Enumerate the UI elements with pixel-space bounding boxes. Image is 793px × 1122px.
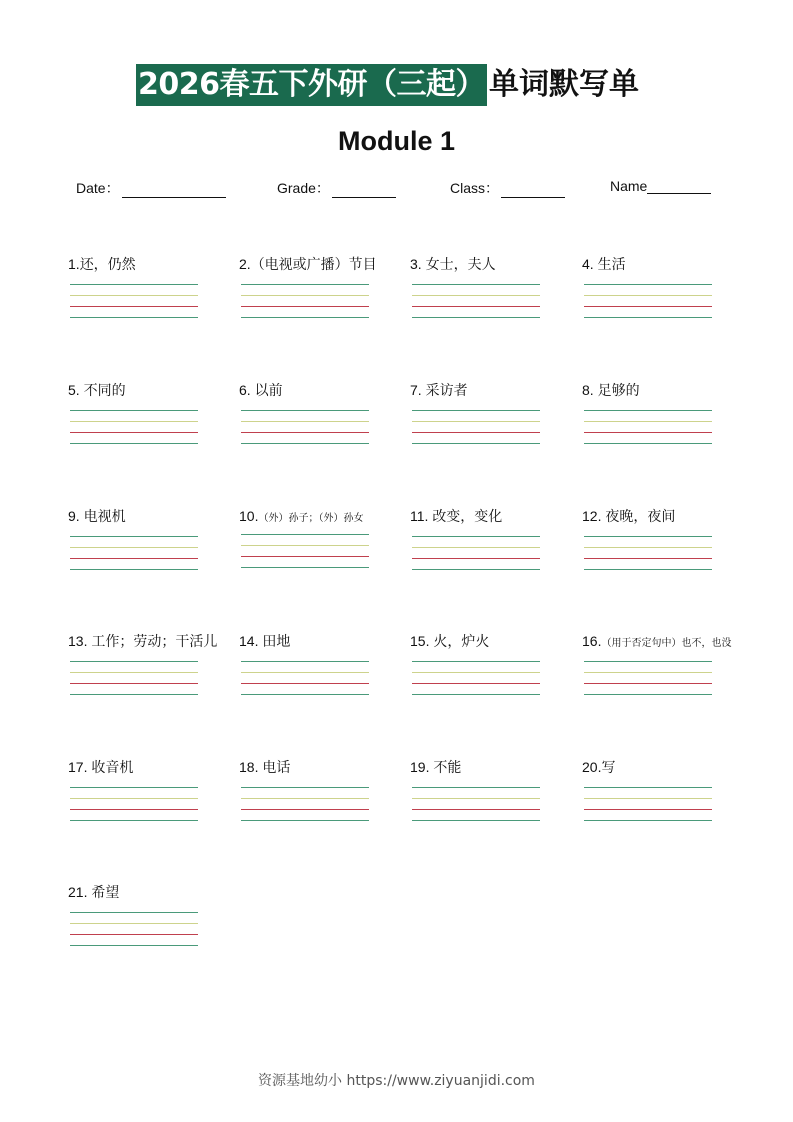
- word-item: [68, 882, 233, 952]
- word-prompt: [68, 506, 233, 526]
- writing-lines[interactable]: [241, 661, 369, 701]
- guide-line: [584, 410, 712, 411]
- guide-line: [412, 547, 540, 548]
- guide-line: [584, 683, 712, 684]
- grade-label: Grade：: [277, 180, 330, 196]
- guide-line: [584, 547, 712, 548]
- word-prompt: [410, 757, 575, 777]
- guide-line: [584, 820, 712, 821]
- info-row: [0, 178, 793, 200]
- guide-line: [412, 820, 540, 821]
- guide-line: [241, 284, 369, 285]
- writing-lines[interactable]: [70, 787, 198, 827]
- word-meaning: 采访者: [425, 382, 468, 398]
- date-blank[interactable]: [122, 183, 226, 198]
- word-number: 19.: [410, 759, 434, 775]
- guide-line: [70, 443, 198, 444]
- word-number: 5.: [68, 382, 84, 398]
- writing-lines[interactable]: [584, 410, 712, 450]
- guide-line: [241, 432, 369, 433]
- guide-line: [241, 556, 369, 557]
- word-number: 4.: [582, 256, 598, 272]
- word-meaning: 女士，夫人: [425, 256, 496, 272]
- word-prompt: [239, 380, 404, 400]
- guide-line: [70, 787, 198, 788]
- word-meaning: 电视机: [83, 508, 126, 524]
- word-prompt: [410, 506, 575, 526]
- word-item: [68, 631, 233, 701]
- guide-line: [584, 536, 712, 537]
- guide-line: [584, 694, 712, 695]
- guide-line: [584, 809, 712, 810]
- guide-line: [412, 284, 540, 285]
- word-meaning: 还，仍然: [79, 256, 136, 272]
- word-prompt: [239, 757, 404, 777]
- guide-line: [70, 912, 198, 913]
- word-meaning: 足够的: [597, 382, 640, 398]
- guide-line: [241, 317, 369, 318]
- word-prompt: [582, 757, 747, 777]
- guide-line: [584, 558, 712, 559]
- word-meaning: （用于否定句中）也不，也没: [601, 638, 732, 649]
- guide-line: [412, 787, 540, 788]
- guide-line: [241, 410, 369, 411]
- word-meaning: 田地: [262, 633, 291, 649]
- word-item: [410, 506, 575, 576]
- word-item: [68, 506, 233, 576]
- word-item: [68, 254, 233, 324]
- writing-lines[interactable]: [584, 661, 712, 701]
- guide-line: [70, 295, 198, 296]
- guide-line: [412, 410, 540, 411]
- guide-line: [241, 421, 369, 422]
- word-meaning: 火，炉火: [433, 633, 490, 649]
- guide-line: [241, 295, 369, 296]
- writing-lines[interactable]: [70, 912, 198, 952]
- guide-line: [70, 923, 198, 924]
- word-meaning: 不同的: [83, 382, 126, 398]
- guide-line: [70, 820, 198, 821]
- word-number: 9.: [68, 508, 84, 524]
- guide-line: [241, 661, 369, 662]
- writing-lines[interactable]: [241, 410, 369, 450]
- guide-line: [70, 410, 198, 411]
- word-item: [410, 380, 575, 450]
- guide-line: [584, 661, 712, 662]
- word-item: [68, 380, 233, 450]
- guide-line: [70, 809, 198, 810]
- word-item: [582, 757, 747, 827]
- guide-line: [584, 443, 712, 444]
- word-meaning: （电视或广播）节目: [250, 256, 377, 272]
- word-number: 18.: [239, 759, 263, 775]
- guide-line: [70, 672, 198, 673]
- guide-line: [70, 683, 198, 684]
- guide-line: [241, 567, 369, 568]
- word-item: [239, 506, 404, 574]
- word-meaning: 工作；劳动；干活儿: [91, 633, 218, 649]
- word-number: 11.: [410, 508, 433, 524]
- writing-lines[interactable]: [241, 284, 369, 324]
- word-prompt: [68, 380, 233, 400]
- writing-lines[interactable]: [412, 284, 540, 324]
- guide-line: [70, 432, 198, 433]
- writing-lines[interactable]: [241, 534, 369, 574]
- guide-line: [584, 317, 712, 318]
- guide-line: [70, 558, 198, 559]
- guide-line: [412, 661, 540, 662]
- word-prompt: [68, 254, 233, 274]
- word-number: 13.: [68, 633, 92, 649]
- writing-lines[interactable]: [70, 284, 198, 324]
- guide-line: [412, 536, 540, 537]
- writing-lines[interactable]: [412, 536, 540, 576]
- word-meaning: 写: [601, 759, 616, 775]
- guide-line: [70, 798, 198, 799]
- grade-field[interactable]: [277, 178, 396, 198]
- guide-line: [241, 809, 369, 810]
- guide-line: [412, 694, 540, 695]
- guide-line: [584, 787, 712, 788]
- word-number: 2.: [239, 256, 251, 272]
- guide-line: [70, 945, 198, 946]
- class-blank[interactable]: [501, 183, 565, 198]
- guide-line: [412, 295, 540, 296]
- word-item: [582, 631, 747, 701]
- guide-line: [241, 683, 369, 684]
- guide-line: [584, 295, 712, 296]
- guide-line: [584, 672, 712, 673]
- word-item: [582, 254, 747, 324]
- guide-line: [412, 421, 540, 422]
- word-number: 7.: [410, 382, 426, 398]
- writing-lines[interactable]: [584, 284, 712, 324]
- guide-line: [412, 683, 540, 684]
- guide-line: [412, 558, 540, 559]
- word-item: [410, 631, 575, 701]
- word-prompt: [410, 254, 575, 274]
- guide-line: [70, 421, 198, 422]
- guide-line: [241, 787, 369, 788]
- guide-line: [70, 569, 198, 570]
- word-prompt: [582, 506, 747, 526]
- word-meaning: 电话: [262, 759, 291, 775]
- name-blank[interactable]: [647, 179, 711, 194]
- date-label: Date：: [76, 180, 120, 196]
- word-number: 3.: [410, 256, 426, 272]
- guide-line: [241, 672, 369, 673]
- guide-line: [241, 545, 369, 546]
- guide-line: [412, 809, 540, 810]
- word-prompt: [239, 506, 404, 526]
- word-meaning: 希望: [91, 884, 120, 900]
- word-number: 20.: [582, 759, 602, 775]
- name-field[interactable]: [610, 178, 711, 194]
- word-number: 17.: [68, 759, 92, 775]
- guide-line: [241, 443, 369, 444]
- word-prompt: [582, 380, 747, 400]
- guide-line: [70, 284, 198, 285]
- word-number: 6.: [239, 382, 255, 398]
- guide-line: [241, 820, 369, 821]
- word-number: 16.: [582, 633, 602, 649]
- word-item: [239, 757, 404, 827]
- guide-line: [584, 306, 712, 307]
- word-prompt: [239, 254, 404, 274]
- guide-line: [412, 432, 540, 433]
- title-highlight: 2026春五下外研（三起）: [136, 64, 487, 106]
- guide-line: [584, 432, 712, 433]
- word-item: [239, 380, 404, 450]
- word-prompt: [239, 631, 404, 651]
- word-meaning: 夜晚，夜间: [605, 508, 676, 524]
- writing-lines[interactable]: [70, 410, 198, 450]
- word-number: 15.: [410, 633, 434, 649]
- word-meaning: 生活: [597, 256, 626, 272]
- guide-line: [412, 569, 540, 570]
- guide-line: [70, 547, 198, 548]
- word-meaning: 不能: [433, 759, 462, 775]
- date-field[interactable]: [76, 178, 226, 198]
- word-prompt: [68, 882, 233, 902]
- guide-line: [70, 536, 198, 537]
- writing-lines[interactable]: [412, 787, 540, 827]
- word-item: [68, 757, 233, 827]
- writing-lines[interactable]: [584, 536, 712, 576]
- module-heading: Module 1: [337, 126, 455, 156]
- word-item: [410, 757, 575, 827]
- grade-blank[interactable]: [332, 183, 396, 198]
- writing-lines[interactable]: [412, 410, 540, 450]
- writing-lines[interactable]: [241, 787, 369, 827]
- writing-lines[interactable]: [70, 536, 198, 576]
- guide-line: [412, 306, 540, 307]
- word-number: 8.: [582, 382, 598, 398]
- word-prompt: [410, 631, 575, 651]
- word-item: [239, 254, 404, 324]
- word-prompt: [582, 631, 747, 651]
- word-prompt: [68, 757, 233, 777]
- guide-line: [70, 317, 198, 318]
- guide-line: [584, 798, 712, 799]
- name-label: Name: [610, 178, 648, 194]
- word-item: [410, 254, 575, 324]
- word-number: 21.: [68, 884, 92, 900]
- footer-watermark: 资源基地幼小 https://www.ziyuanjidi.com: [258, 1073, 535, 1089]
- guide-line: [241, 534, 369, 535]
- word-meaning: 改变，变化: [432, 508, 503, 524]
- word-meaning: 收音机: [91, 759, 134, 775]
- word-item: [582, 380, 747, 450]
- guide-line: [412, 798, 540, 799]
- guide-line: [584, 569, 712, 570]
- word-prompt: [68, 631, 233, 651]
- word-prompt: [410, 380, 575, 400]
- guide-line: [241, 306, 369, 307]
- writing-lines[interactable]: [70, 661, 198, 701]
- guide-line: [70, 306, 198, 307]
- guide-line: [241, 694, 369, 695]
- guide-line: [584, 421, 712, 422]
- word-item: [582, 506, 747, 576]
- word-number: 12.: [582, 508, 606, 524]
- title-rest: 单词默写单: [489, 67, 639, 102]
- word-number: 14.: [239, 633, 263, 649]
- guide-line: [70, 934, 198, 935]
- word-meaning: （外）孙子；（外）孙女: [258, 513, 364, 524]
- page-title: [136, 64, 639, 106]
- class-label: Class：: [450, 180, 500, 196]
- guide-line: [584, 284, 712, 285]
- guide-line: [70, 694, 198, 695]
- word-number: 10.: [239, 508, 259, 524]
- writing-lines[interactable]: [584, 787, 712, 827]
- word-meaning: 以前: [254, 382, 283, 398]
- class-field[interactable]: [450, 178, 565, 198]
- word-prompt: [582, 254, 747, 274]
- guide-line: [412, 443, 540, 444]
- word-number: 1.: [68, 256, 80, 272]
- guide-line: [412, 317, 540, 318]
- guide-line: [412, 672, 540, 673]
- guide-line: [241, 798, 369, 799]
- writing-lines[interactable]: [412, 661, 540, 701]
- word-item: [239, 631, 404, 701]
- guide-line: [70, 661, 198, 662]
